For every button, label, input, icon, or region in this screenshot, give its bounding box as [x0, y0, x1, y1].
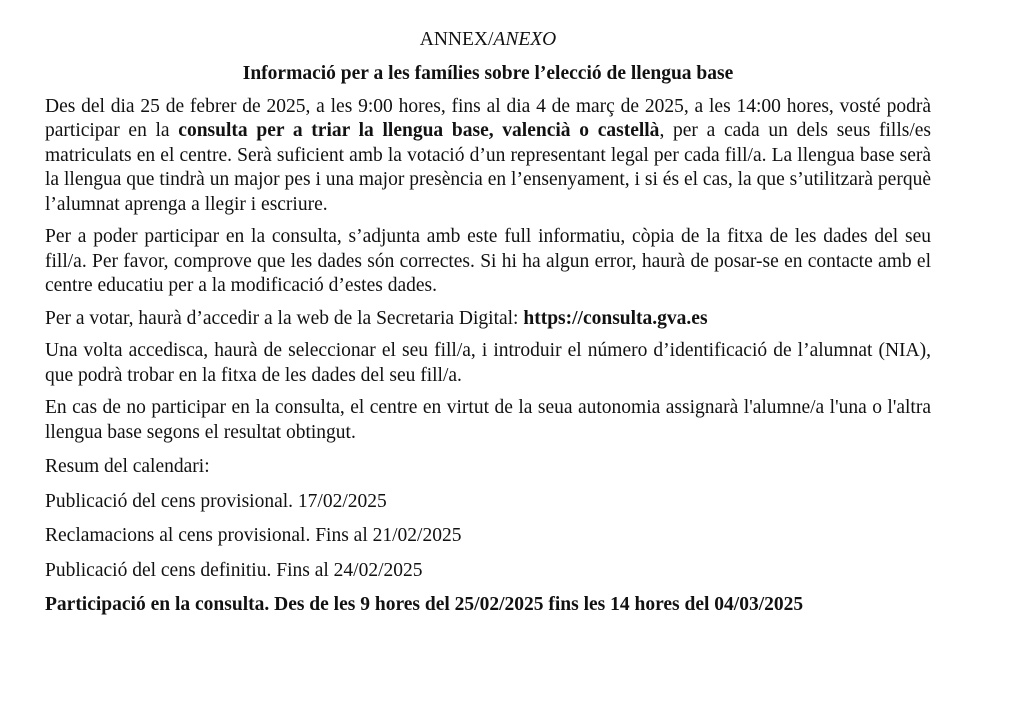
paragraph3-text: Per a votar, haurà d’accedir a la web de la Secretaria Digital:: [45, 307, 524, 329]
paragraph-no-participation: En cas de no participar en la consulta, el centre en virtut de la seua autonomia assignarà l'alumne/a l'una o l'altra llengua base segons el resultat obtingut.: [45, 397, 931, 443]
document-title: Informació per a les famílies sobre l’elecció de llengua base: [242, 63, 734, 84]
calendar-item: Publicació del cens provisional. 17/02/2025: [45, 490, 387, 512]
calendar-item: Publicació del cens definitiu. Fins al 24/02/2025: [45, 559, 423, 581]
calendar-final-participation: Participació en la consulta. Des de les 9 hores del 25/02/2025 fins les 14 hores del 04/03/2025: [45, 594, 804, 615]
paragraph-access-instructions: Una volta accedisca, haurà de seleccionar el seu fill/a, i introduir el número d’identificació de l’alumnat (NIA), que podrà trobar en la fitxa de les dades del seu fill/a.: [45, 340, 931, 386]
calendar-heading: Resum del calendari:: [45, 456, 210, 477]
annex-heading: [45, 28, 931, 52]
paragraph-consulta-dates: [45, 95, 931, 218]
document-page: [45, 28, 931, 618]
annex-label-italic: ANEXO: [493, 29, 557, 50]
annex-label: ANNEX/: [419, 29, 494, 50]
paragraph1-text-after: , per a cada un dels seus fills/es matriculats en el centre. Serà suficient amb la votació d’un representant legal per cada fill/a. La llengua base serà la llengua que tindrà un major pes i una major presència en l’ensenyament, i si és el cas, la que s’utilitzarà perquè l’alumnat aprenga a llegir i escriure.: [45, 120, 931, 215]
paragraph-participation-data: Per a poder participar en la consulta, s’adjunta amb este full informatiu, còpia de la fitxa de les dades del seu fill/a. Per favor, comprove que les dades són correctes. Si hi ha algun error, haurà de posar-se en contacte amb el centre educatiu per a la modificació d’estes dades.: [45, 226, 931, 296]
paragraph1-text-before: Des del dia 25 de febrer de 2025, a les 9:00 hores, fins al dia 4 de març de 2025, a les 14:00 hores, vosté podrà participar en la: [45, 95, 931, 141]
paragraph-vote-web: [45, 307, 931, 332]
consulta-link[interactable]: https://consulta.gva.es: [523, 307, 708, 329]
calendar-item: Reclamacions al cens provisional. Fins al 21/02/2025: [45, 525, 462, 546]
paragraph1-bold-consulta: consulta per a triar la llengua base, valencià o castellà: [178, 120, 660, 141]
